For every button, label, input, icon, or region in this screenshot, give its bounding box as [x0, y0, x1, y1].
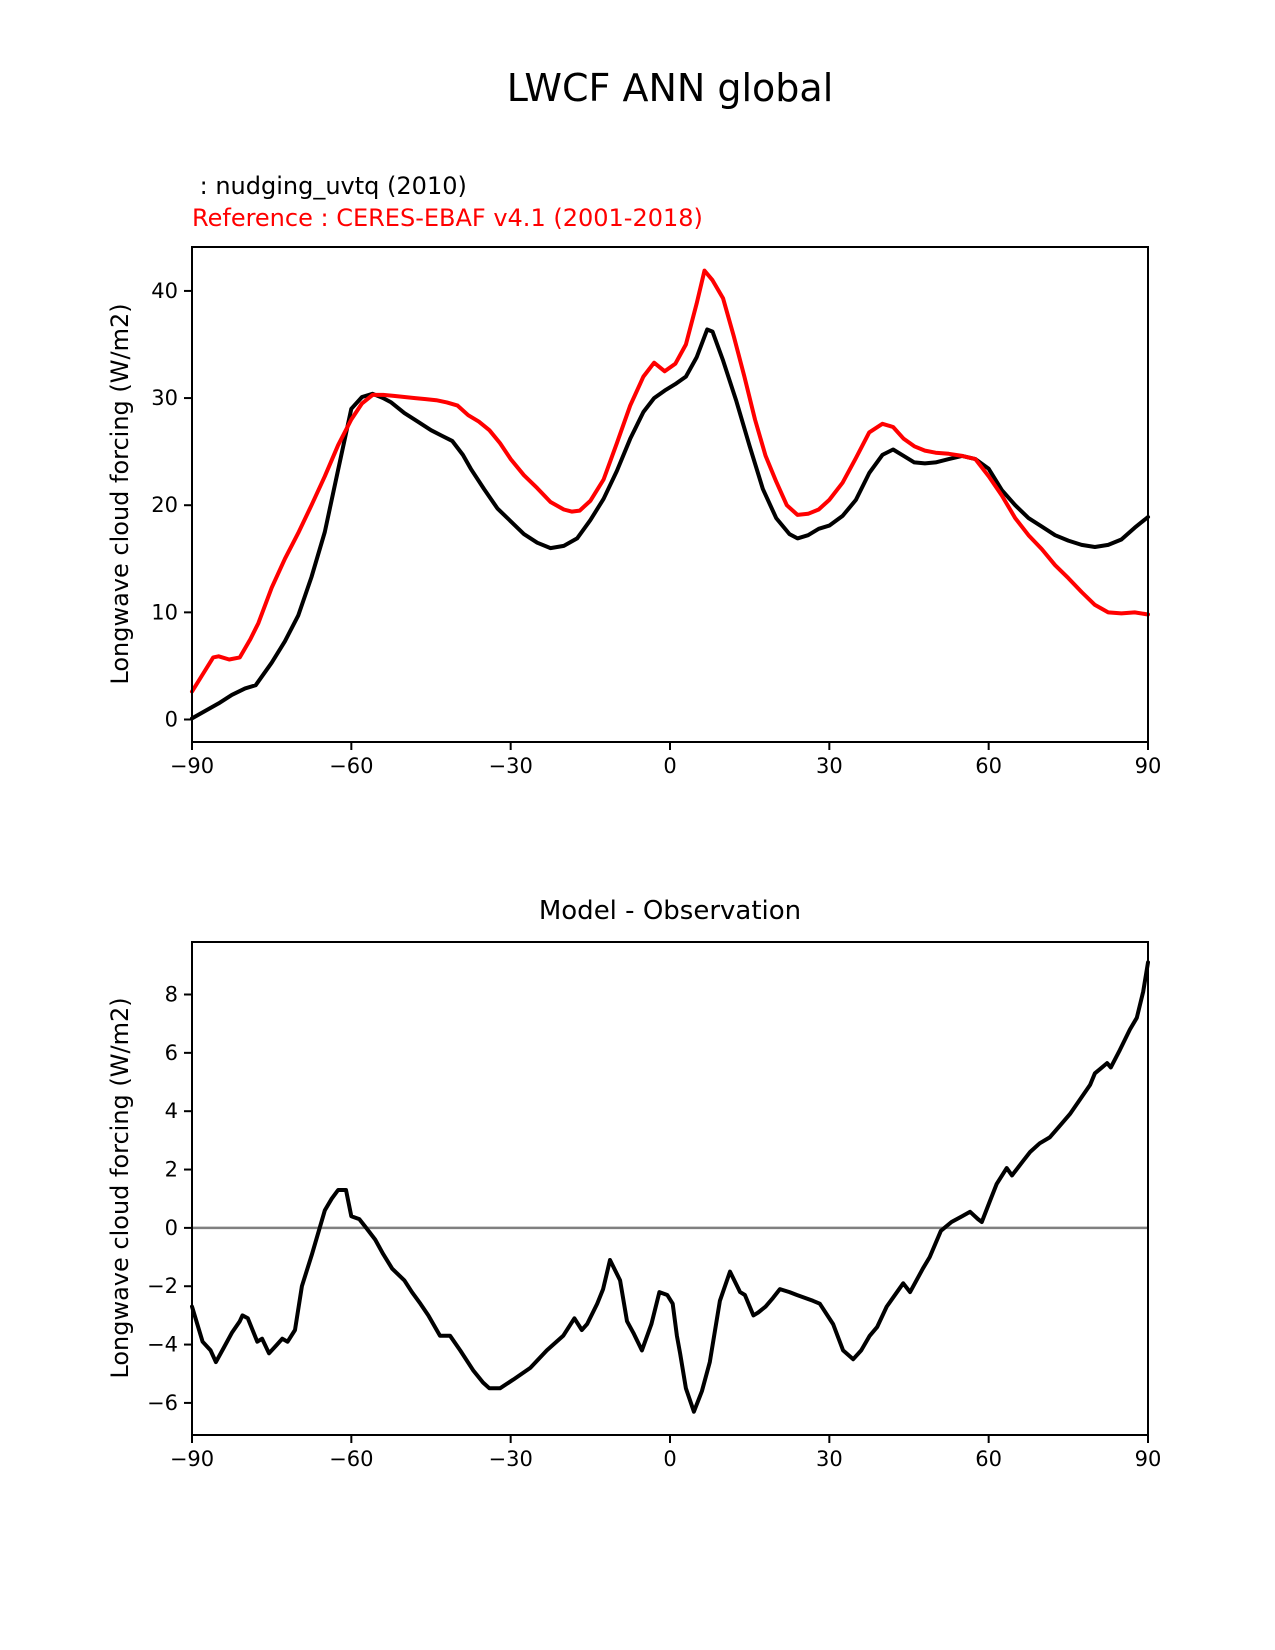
y-tick-label: 8: [164, 982, 178, 1007]
y-tick-label: 10: [151, 600, 178, 625]
figure-title: LWCF ANN global: [506, 66, 834, 110]
y-tick-label: 4: [164, 1099, 178, 1124]
y-tick-label: −2: [147, 1274, 178, 1299]
y-tick-label: 2: [164, 1157, 178, 1182]
difference-curve: [192, 962, 1148, 1411]
y-tick-label: −6: [147, 1390, 178, 1415]
bottom-chart-ylabel: Longwave cloud forcing (W/m2): [106, 997, 134, 1379]
y-tick-label: 6: [164, 1040, 178, 1065]
y-tick-label: −4: [147, 1332, 178, 1357]
x-tick-label: 0: [663, 1447, 677, 1471]
x-tick-label: −60: [329, 754, 374, 778]
y-tick-label: 30: [151, 386, 178, 411]
bottom-chart-title: Model - Observation: [538, 896, 802, 926]
x-tick-label: 60: [975, 1447, 1003, 1471]
x-tick-label: 0: [663, 754, 677, 778]
x-tick-label: 30: [815, 1447, 843, 1471]
x-tick-label: −60: [329, 1447, 374, 1471]
y-tick-label: 20: [151, 493, 178, 518]
x-tick-label: 90: [1134, 754, 1162, 778]
y-tick-label: 0: [164, 707, 178, 732]
axes-spines: [192, 942, 1148, 1435]
y-tick-label: 40: [151, 278, 178, 303]
x-tick-label: 60: [975, 754, 1003, 778]
x-tick-label: 90: [1134, 1447, 1162, 1471]
x-tick-label: 30: [815, 754, 843, 778]
top-chart-ylabel: Longwave cloud forcing (W/m2): [106, 303, 134, 685]
y-tick-label: 0: [164, 1215, 178, 1240]
model-curve: [192, 330, 1148, 719]
legend-reference-label: Reference : CERES-EBAF v4.1 (2001-2018): [192, 204, 703, 232]
x-tick-label: −90: [169, 1447, 215, 1471]
x-tick-label: −90: [169, 754, 215, 778]
legend-model-label: : nudging_uvtq (2010): [192, 172, 467, 200]
x-tick-label: −30: [488, 754, 533, 778]
x-tick-label: −30: [488, 1447, 533, 1471]
